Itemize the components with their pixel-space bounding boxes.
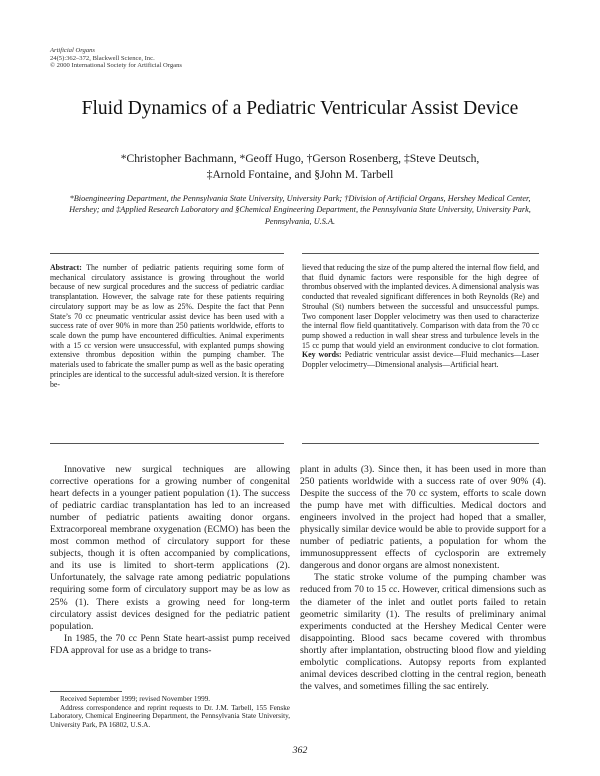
journal-volume: 24(5):362–372, Blackwell Science, Inc. bbox=[50, 54, 155, 62]
abstract-left-column bbox=[50, 263, 284, 389]
affiliations: *Bioengineering Department, the Pennsylvania State University, University Park; †Division of Artificial Organs, Hershey Medical Center, Hershey; and ‡Applied Research Laboratory and §Chemical Engineering Department, the Pennsylvania State University, University Park, Pennsylvania, U.S.A. bbox=[69, 194, 531, 226]
footnote-received: Received September 1999; revised November 1999. bbox=[60, 695, 211, 703]
page-number: 362 bbox=[292, 745, 308, 756]
abstract-rule-bottom-right bbox=[302, 443, 539, 444]
keywords-text: Pediatric ventricular assist device—Fluid mechanics—Laser Doppler velocimetry—Dimensional analysis—Artificial heart. bbox=[302, 350, 540, 370]
body-paragraph: Innovative new surgical techniques are allowing corrective operations for a growing number of congenital heart defects in a younger patient population (1). The success of pediatric cardiac transplantation has led to an increased number of pediatric patients awaiting donor organs. Extracorporeal membrane oxygenation (ECMO) has been the most common method of circulatory support for these subjects, though it is often accompanied by complications, and its use is limited to short-term applications (2). Unfortunately, the salvage rate among pediatric populations requiring some form of circulatory support may be as low as 25% (1). There exists a growing need for long-term circulatory assist devices designed for the pediatric patient population. bbox=[50, 464, 290, 632]
footnote-rule bbox=[50, 691, 122, 692]
journal-header bbox=[50, 47, 182, 70]
journal-copyright: © 2000 International Society for Artificial Organs bbox=[50, 62, 182, 70]
footnote bbox=[50, 695, 290, 729]
article-title: Fluid Dynamics of a Pediatric Ventricular Assist Device bbox=[81, 98, 519, 119]
abstract-box bbox=[50, 253, 550, 447]
abstract-right-column bbox=[302, 263, 539, 370]
abstract-label: Abstract: bbox=[50, 263, 82, 272]
body-paragraph: In 1985, the 70 cc Penn State heart-assist pump received FDA approval for use as a bridge to trans- bbox=[50, 632, 290, 656]
authors-line-2: ‡Arnold Fontaine, and §John M. Tarbell bbox=[206, 168, 394, 181]
abstract-right-text: lieved that reducing the size of the pump altered the internal flow field, and that fluid dynamic factors were responsible for the high degree of thrombus observed with the implanted devices. A dimensional analysis was conducted that revealed significant differences in both Reynolds (Re) and Strouhal (St) numbers between the successful and unsuccessful pumps. Two component laser Doppler velocimetry was then used to characterize the internal flow field quantitatively. Comparison with data from the 70 cc pump showed a reduction in wall shear stress and turbulence levels in the 15 cc pump that would yield an environment conducive to clot formation. bbox=[302, 263, 539, 350]
body-paragraph: The static stroke volume of the pumping chamber was reduced from 70 to 15 cc. However, critical dimensions such as the diameter of the inlet and outlet ports failed to retain geometric similarity (1). The results of preliminary animal experiments conducted at the Hershey Medical Center were disappointing. Blood sacs became covered with thrombus shortly after implantation, obstructing blood flow and yielding embolytic complications. Autopsy reports from explanted animal devices described clotting in the central region, beneath the valves, and sometimes filling the sac entirely. bbox=[300, 572, 546, 692]
abstract-rule-bottom-left bbox=[50, 443, 284, 444]
abstract-left-text: The number of pediatric patients requiring some form of mechanical circulatory assistance is growing throughout the world because of new surgical procedures and the success of pediatric cardiac transplantation. However, the salvage rate for these patients requiring circulatory support may be as low as 25%. Despite the fact that Penn State’s 70 cc pneumatic ventricular assist device has been used with a success rate of over 90% in more than 250 patients worldwide, efforts to scale down the pump have encountered difficulties. Animal experiments with a 15 cc version were unsuccessful, with explanted pumps showing extensive thrombus deposition within the pumping chamber. The materials used to fabricate the smaller pump as well as the basic operating principles are identical to the successful adult-sized version. It is therefore be- bbox=[50, 263, 284, 389]
abstract-rule-top-left bbox=[50, 253, 284, 254]
body-left-column bbox=[50, 464, 290, 657]
body-paragraph: plant in adults (3). Since then, it has been used in more than 250 patients worldwide with a success rate of over 90% (4). Despite the success of the 70 cc system, efforts to scale down the pump have met with difficulties. Medical doctors and engineers involved in the project had hoped that a smaller, physically similar device would be able to provide support for a number of pediatric patients, a population for whom the immunosuppressent effects of cyclosporin are extremely dangerous and donor organs are almost nonexistent. bbox=[300, 464, 546, 572]
abstract-rule-top-right bbox=[302, 253, 539, 254]
body-right-column bbox=[300, 464, 546, 693]
author-list bbox=[0, 151, 600, 183]
keywords-label: Key words: bbox=[302, 350, 342, 360]
authors-line-1: *Christopher Bachmann, *Geoff Hugo, †Gerson Rosenberg, ‡Steve Deutsch, bbox=[120, 152, 480, 165]
footnote-address: Address correspondence and reprint requests to Dr. J.M. Tarbell, 155 Fenske Laboratory, Chemical Engineering Department, the Pennsylvania State University, University Park, PA 16802, U.S.A. bbox=[50, 703, 290, 729]
journal-name: Artificial Organs bbox=[50, 47, 95, 54]
